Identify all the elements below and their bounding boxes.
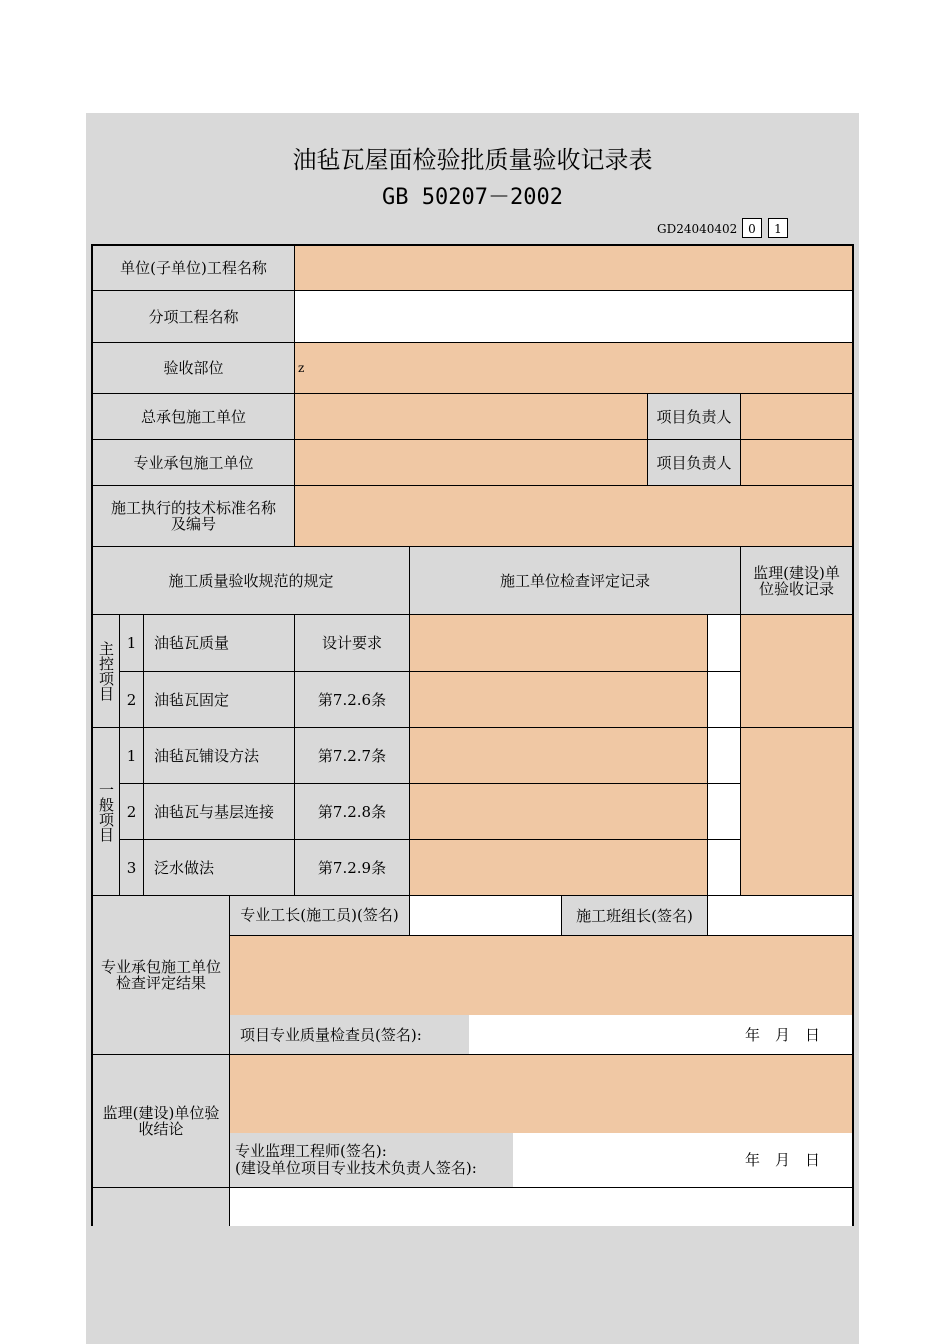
extra-row-label [93, 1188, 230, 1226]
general-item-no: 3 [120, 840, 144, 896]
main-items-group [93, 615, 120, 728]
general-item-record-extra[interactable] [708, 784, 741, 840]
acceptance-part-field[interactable]: z [295, 343, 852, 394]
foreman-label: 专业工长(施工员)(签名) [230, 896, 410, 936]
main-items-supervision-record[interactable] [741, 615, 852, 728]
quality-inspector-label: 项目专业质量检查员(签名): [230, 1015, 469, 1055]
general-item-record-extra[interactable] [708, 840, 741, 896]
record-header: 施工单位检查评定记录 [410, 547, 741, 615]
supervision-conclusion-label: 监理(建设)单位验收结论 [93, 1055, 230, 1188]
general-items-group-label: 一般项目 [97, 781, 115, 842]
table-border-left [91, 244, 93, 1226]
contractor-result-label: 专业承包施工单位检查评定结果 [93, 896, 230, 1055]
project-manager-label: 项目负责人 [648, 394, 741, 440]
project-manager-label-2: 项目负责人 [648, 440, 741, 486]
form-code: GD24040402 [657, 222, 738, 236]
unit-project-label: 单位(子单位)工程名称 [93, 246, 295, 291]
contractor-result-field[interactable] [230, 936, 852, 1015]
general-contractor-field[interactable] [295, 394, 648, 440]
main-item-record[interactable] [410, 672, 708, 728]
sub-project-field[interactable] [295, 291, 852, 343]
team-leader-signature[interactable] [708, 896, 852, 936]
general-item-record-extra[interactable] [708, 728, 741, 784]
main-item-no: 1 [120, 615, 144, 672]
unit-project-field[interactable] [295, 246, 852, 291]
specialty-contractor-label: 专业承包施工单位 [93, 440, 295, 486]
general-contractor-label: 总承包施工单位 [93, 394, 295, 440]
main-item-requirement: 第7.2.6条 [295, 672, 410, 728]
form-code-box-1[interactable]: 0 [742, 218, 762, 238]
sub-project-label: 分项工程名称 [93, 291, 295, 343]
technical-standard-label: 施工执行的技术标准名称及编号 [93, 486, 295, 547]
foreman-signature[interactable] [410, 896, 562, 936]
extra-row-field[interactable] [230, 1188, 852, 1226]
team-leader-label: 施工班组长(签名) [562, 896, 708, 936]
general-items-supervision-record[interactable] [741, 728, 852, 896]
table-border-top [91, 244, 854, 246]
spec-header: 施工质量验收规范的规定 [93, 547, 410, 615]
general-items-group [93, 728, 120, 896]
main-item-record[interactable] [410, 615, 708, 672]
specialty-contractor-field[interactable] [295, 440, 648, 486]
supervision-conclusion-field[interactable] [230, 1055, 852, 1133]
main-item-no: 2 [120, 672, 144, 728]
technical-standard-field[interactable] [295, 486, 852, 547]
acceptance-part-label: 验收部位 [93, 343, 295, 394]
general-item-requirement: 第7.2.9条 [295, 840, 410, 896]
standard-number: GB 50207－2002 [382, 185, 563, 210]
main-item-name: 油毡瓦质量 [144, 615, 295, 672]
quality-inspector-date[interactable]: 年 月 日 [469, 1015, 852, 1055]
form-code-box-2[interactable]: 1 [768, 218, 788, 238]
general-item-requirement: 第7.2.7条 [295, 728, 410, 784]
general-item-record[interactable] [410, 784, 708, 840]
table-border-right [852, 244, 854, 1226]
general-item-record[interactable] [410, 728, 708, 784]
main-item-requirement: 设计要求 [295, 615, 410, 672]
supervision-header: 监理(建设)单位验收记录 [741, 547, 852, 615]
main-items-group-label: 主控项目 [97, 641, 115, 701]
general-item-name: 油毡瓦铺设方法 [144, 728, 295, 784]
general-item-name: 油毡瓦与基层连接 [144, 784, 295, 840]
general-item-no: 1 [120, 728, 144, 784]
main-item-name: 油毡瓦固定 [144, 672, 295, 728]
form-title: 油毡瓦屋面检验批质量验收记录表 [292, 146, 653, 174]
general-item-name: 泛水做法 [144, 840, 295, 896]
general-item-no: 2 [120, 784, 144, 840]
general-item-record[interactable] [410, 840, 708, 896]
project-manager-field-2[interactable] [741, 440, 852, 486]
supervisor-label: 专业监理工程师(签名): (建设单位项目专业技术负责人签名): [230, 1133, 513, 1188]
main-item-record-extra[interactable] [708, 672, 741, 728]
general-item-requirement: 第7.2.8条 [295, 784, 410, 840]
project-manager-field[interactable] [741, 394, 852, 440]
main-item-record-extra[interactable] [708, 615, 741, 672]
supervisor-date[interactable]: 年 月 日 [513, 1133, 852, 1188]
